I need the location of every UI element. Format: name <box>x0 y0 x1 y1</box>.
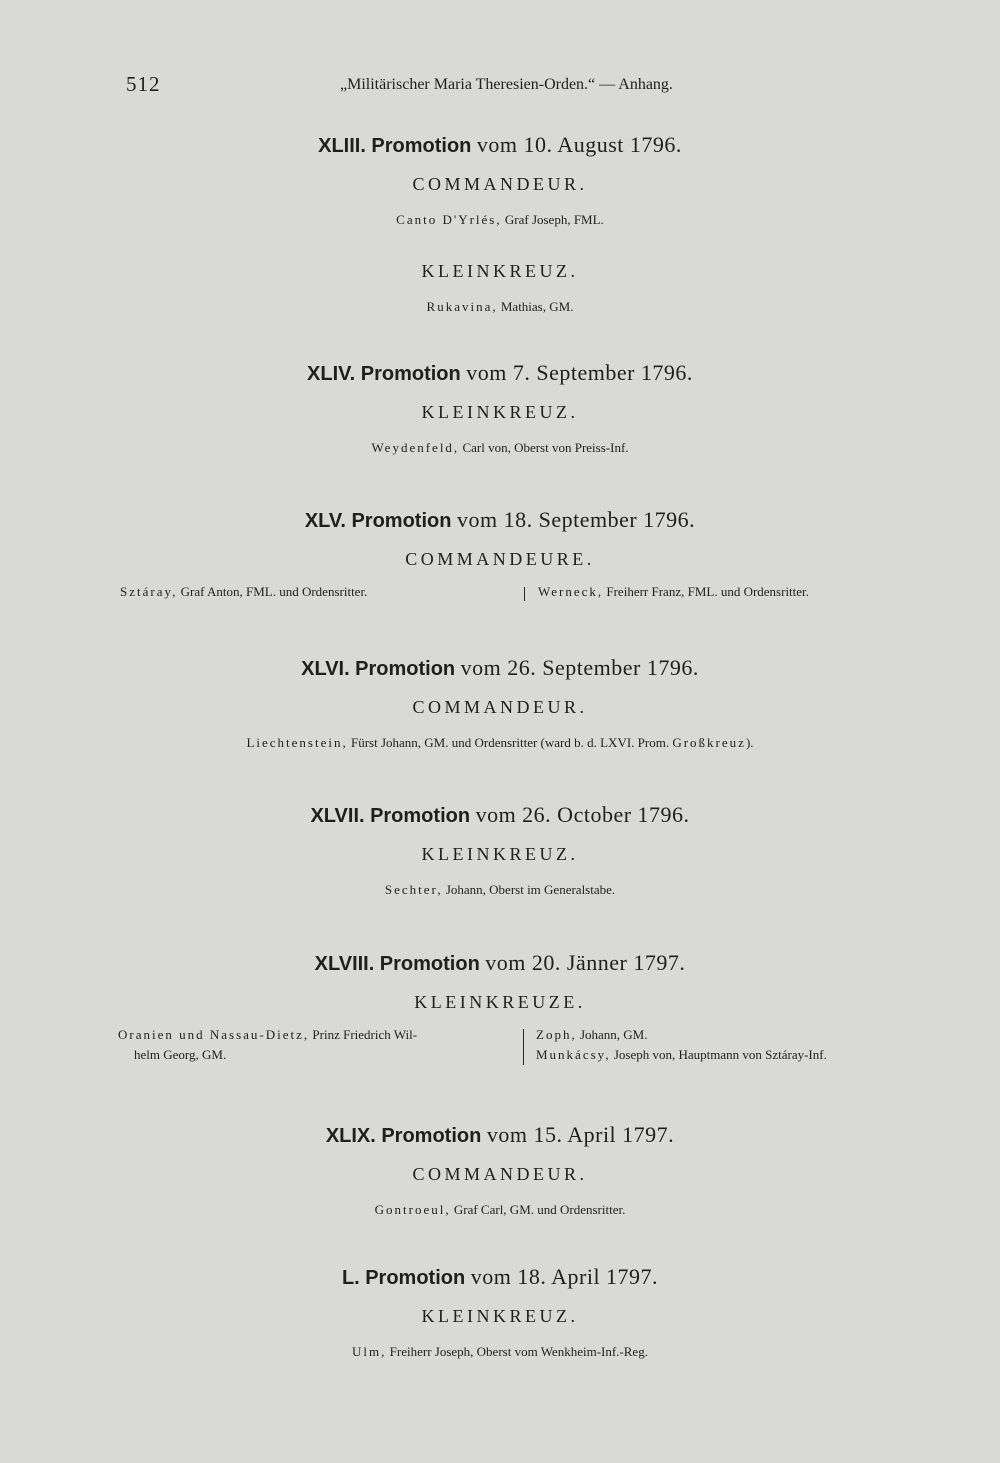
two-column-entries <box>0 1027 1000 1071</box>
promotion-number: XLIII. <box>318 135 366 157</box>
promotion-date: vom 7. September 1796. <box>466 360 693 385</box>
recipient-details: Freiherr Joseph, Oberst vom Wenkheim-Inf.-Reg. <box>389 1344 648 1359</box>
promotion-date: vom 18. April 1797. <box>470 1264 659 1289</box>
award-category: COMMANDEUR. <box>412 174 588 194</box>
promotion-section-xlvii <box>0 802 1000 899</box>
promotion-date: vom 26. October 1796. <box>475 802 690 827</box>
page-number: 512 <box>126 72 161 96</box>
promotion-word: Promotion <box>355 658 456 680</box>
promotion-word: Promotion <box>351 510 452 532</box>
promotion-word: Promotion <box>370 805 471 827</box>
promotion-heading <box>0 1122 1000 1149</box>
recipient-details: Carl von, Oberst von Preiss-Inf. <box>462 440 629 455</box>
recipient-name: Sztáray, <box>120 584 178 599</box>
recipient-entry-left <box>120 584 367 600</box>
recipient-name: Weydenfeld, <box>371 440 460 455</box>
recipient-details: Mathias, GM. <box>500 299 574 314</box>
promotion-heading <box>0 655 1000 682</box>
recipient-name: Ulm, <box>352 1344 387 1359</box>
promotion-number: XLVIII. <box>314 953 375 975</box>
promotion-word: Promotion <box>379 953 480 975</box>
recipient-entry-left <box>118 1027 417 1063</box>
award-category: KLEINKREUZ. <box>421 1306 579 1326</box>
recipient-name: Zoph, <box>536 1027 577 1042</box>
award-category: KLEINKREUZ. <box>421 261 579 281</box>
recipient-details: Prinz Friedrich Wil- <box>312 1027 418 1042</box>
recipient-entry <box>0 881 1000 899</box>
promotion-heading <box>0 1264 1000 1291</box>
column-divider <box>523 1029 524 1065</box>
recipient-entry-right <box>536 1027 827 1063</box>
recipient-details: Johann, Oberst im Generalstabe. <box>445 882 616 897</box>
recipient-name: Sechter, <box>384 882 443 897</box>
promotion-section-l <box>0 1264 1000 1361</box>
promotion-heading <box>0 950 1000 977</box>
recipient-name: Munkácsy, <box>536 1047 611 1062</box>
promotion-date: vom 18. September 1796. <box>456 507 696 532</box>
recipient-details-continued: helm Georg, GM. <box>134 1047 227 1062</box>
promotion-number: XLIV. <box>307 363 356 385</box>
promotion-section-xliii <box>0 132 1000 229</box>
recipient-name: Oranien und Nassau-Dietz, <box>118 1027 310 1042</box>
recipient-details: Graf Carl, GM. und Ordensritter. <box>453 1202 626 1217</box>
promotion-section-xlvi <box>0 655 1000 752</box>
recipient-details: Graf Anton, FML. und Ordensritter. <box>180 584 368 599</box>
column-divider <box>524 587 525 601</box>
recipient-entry <box>0 211 1000 229</box>
promotion-date: vom 20. Jänner 1797. <box>485 950 686 975</box>
recipient-name: Werneck, <box>538 584 604 599</box>
recipient-name: Canto D'Yrlés, <box>396 212 502 227</box>
promotion-word: Promotion <box>365 1267 466 1289</box>
promotion-number: XLVII. <box>310 805 365 827</box>
recipient-details: Fürst Johann, GM. und Ordensritter (ward b. d. LXVI. Prom. <box>350 735 670 750</box>
recipient-details: Freiherr Franz, FML. und Ordensritter. <box>606 584 809 599</box>
running-title: „Militärischer Maria Theresien-Orden.“ — Anhang. <box>340 76 673 93</box>
award-category: COMMANDEURE. <box>405 549 595 569</box>
promotion-number: XLIX. <box>325 1125 376 1147</box>
award-category: KLEINKREUZ. <box>421 402 579 422</box>
two-column-entries <box>0 584 1000 606</box>
promotion-section-xlix <box>0 1122 1000 1219</box>
award-category: KLEINKREUZ. <box>421 844 579 864</box>
award-category: COMMANDEUR. <box>412 1164 588 1184</box>
promotion-number: XLVI. <box>301 658 350 680</box>
promotion-word: Promotion <box>381 1125 482 1147</box>
recipient-details: Joseph von, Hauptmann von Sztáray-Inf. <box>613 1047 827 1062</box>
promotion-word: Promotion <box>371 135 472 157</box>
promotion-section-xliv <box>0 360 1000 457</box>
entry-closing: ). <box>745 735 754 750</box>
recipient-entry <box>0 439 1000 457</box>
recipient-name: Gontroeul, <box>374 1202 451 1217</box>
page-header <box>126 72 746 102</box>
recipient-entry <box>0 298 1000 316</box>
recipient-details: Graf Joseph, FML. <box>504 212 604 227</box>
award-category: KLEINKREUZE. <box>414 992 586 1012</box>
recipient-name: Liechtenstein, <box>246 735 348 750</box>
promotion-heading <box>0 132 1000 159</box>
promotion-heading <box>0 802 1000 829</box>
award-category: COMMANDEUR. <box>412 697 588 717</box>
promotion-date: vom 15. April 1797. <box>486 1122 675 1147</box>
recipient-entry <box>0 1343 1000 1361</box>
recipient-details: Johann, GM. <box>579 1027 648 1042</box>
award-subsection <box>0 246 1000 316</box>
promotion-section-xlv <box>0 507 1000 606</box>
recipient-entry <box>0 734 1000 752</box>
recipient-entry <box>0 1201 1000 1219</box>
promotion-heading <box>0 507 1000 534</box>
promotion-date: vom 10. August 1796. <box>476 132 682 157</box>
promotion-number: XLV. <box>304 510 346 532</box>
promotion-heading <box>0 360 1000 387</box>
promotion-word: Promotion <box>360 363 461 385</box>
recipient-name: Rukavina, <box>426 299 498 314</box>
recipient-entry-right <box>538 584 809 600</box>
promotion-section-xlviii <box>0 950 1000 1071</box>
promotion-number: L. <box>341 1267 360 1289</box>
recipient-rank: Großkreuz <box>672 735 746 750</box>
promotion-date: vom 26. September 1796. <box>460 655 699 680</box>
